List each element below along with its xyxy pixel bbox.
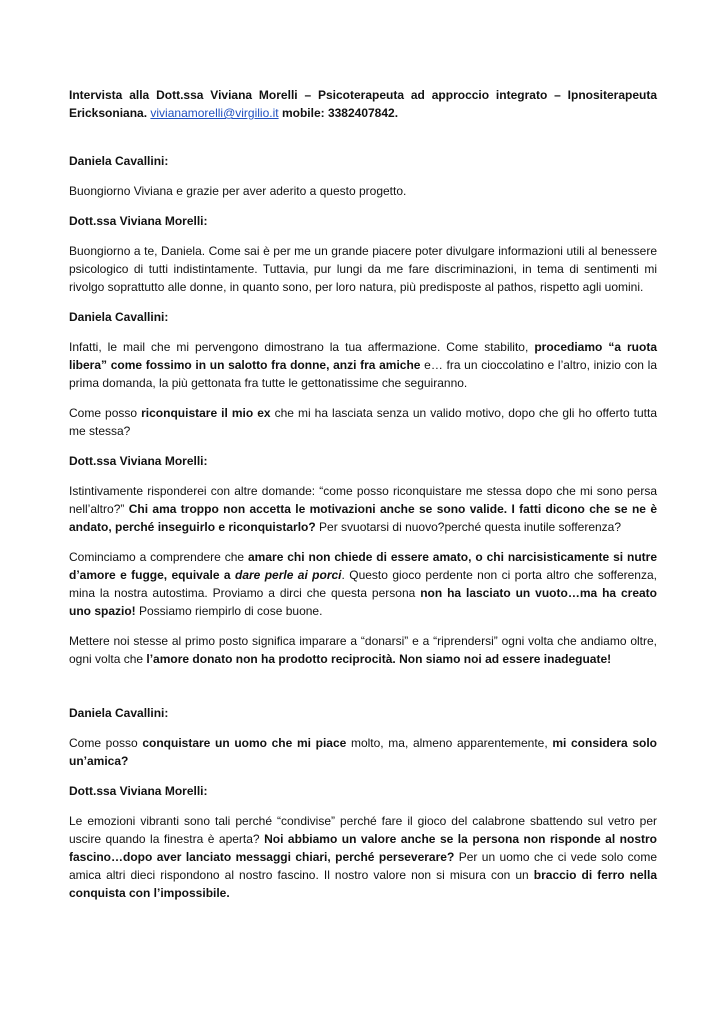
bold-span: braccio di ferro nella conquista con l’impossibile. xyxy=(69,868,657,900)
question-paragraph xyxy=(69,734,657,770)
text-span: Per svuotarsi di nuovo?perché questa inutile sofferenza? xyxy=(315,520,622,534)
answer-paragraph xyxy=(69,548,657,620)
speaker-interviewer: Daniela Cavallini: xyxy=(69,154,169,168)
text-span: che mi ha lasciata senza un valido motivo, dopo che gli ho offerto tutta me stessa? xyxy=(69,406,658,438)
text-span: Possiamo riempirlo di cose buone. xyxy=(135,604,323,618)
bold-span: amare chi non chiede di essere amato, o chi narcisisticamente si nutre d’amore e fugge, equivale a xyxy=(69,550,657,582)
text-span: Istintivamente risponderei con altre domande: “come posso riconquistare me stessa dopo che mi sono persa nell’altro?” xyxy=(69,484,657,516)
text-span: e… fra un cioccolatino e l’altro, inizio con la prima domanda, la più gettonata fra tutte le gettonatissime che seguiranno. xyxy=(69,358,657,390)
spacer xyxy=(69,122,657,152)
bold-span: riconquistare il mio ex xyxy=(141,406,271,420)
bold-span: mi considera solo un’amica? xyxy=(69,736,658,768)
text-span: molto, ma, almeno apparentemente, xyxy=(346,736,553,750)
answer-paragraph xyxy=(69,632,657,668)
question-paragraph: Buongiorno Viviana e grazie per aver aderito a questo progetto. xyxy=(69,184,407,198)
question-paragraph xyxy=(69,338,657,392)
bold-span: Chi ama troppo non accetta le motivazioni anche se sono valide. I fatti dicono che se ne è andato, perché inseguirlo e riconquistarlo? xyxy=(69,502,657,534)
question-paragraph xyxy=(69,404,657,440)
speaker-interviewer: Daniela Cavallini: xyxy=(69,310,169,324)
document-header xyxy=(69,86,657,122)
bold-span: non ha lasciato un vuoto…ma ha creato uno spazio! xyxy=(69,586,657,618)
bold-italic-span: dare perle ai porci xyxy=(234,568,342,582)
speaker-doctor: Dott.ssa Viviana Morelli: xyxy=(69,454,208,468)
spacer xyxy=(69,680,657,704)
text-span: Per un uomo che ci vede solo come amica altri dieci rispondono al nostro fascino. Il nostro valore non si misura con un xyxy=(69,850,657,882)
document-page xyxy=(69,86,657,914)
bold-span: l’amore donato non ha prodotto reciprocità. Non siamo noi ad essere inadeguate! xyxy=(146,652,612,666)
bold-span: procediamo “a ruota libera” come fossimo in un salotto fra donne, anzi fra amiche xyxy=(69,340,657,372)
speaker-doctor: Dott.ssa Viviana Morelli: xyxy=(69,784,208,798)
header-intro: Intervista alla Dott.ssa Viviana Morelli – Psicoterapeuta ad approccio integrato – Ipnositerapeuta Ericksoniana. xyxy=(69,88,657,120)
text-span: Mettere noi stesse al primo posto significa imparare a “donarsi” e a “riprendersi” ogni volta che andiamo oltre, ogni volta che xyxy=(69,634,657,666)
answer-paragraph xyxy=(69,482,657,536)
text-span: Infatti, le mail che mi pervengono dimostrano la tua affermazione. Come stabilito, xyxy=(69,340,535,354)
bold-span: conquistare un uomo che mi piace xyxy=(142,736,347,750)
speaker-interviewer: Daniela Cavallini: xyxy=(69,706,169,720)
answer-paragraph: Buongiorno a te, Daniela. Come sai è per me un grande piacere poter divulgare informazioni utili al benessere psicologico di tutti indistintamente. Tuttavia, pur lungi da me fare discriminazioni, in tema di sentimenti mi rivolgo soprattutto alle donne, in quanto sono, per loro natura, più predisposte al pathos, rispetto agli uomini. xyxy=(69,244,657,294)
text-span: Come posso xyxy=(69,406,142,420)
text-span: Cominciamo a comprendere che xyxy=(69,550,248,564)
text-span: . Questo gioco perdente non ci porta altro che sofferenza, mina la nostra autostima. Proviamo a dirci che questa persona xyxy=(69,568,657,600)
header-mobile: mobile: 3382407842. xyxy=(281,106,399,120)
answer-paragraph xyxy=(69,812,657,902)
email-link[interactable]: vivianamorelli@virgilio.it xyxy=(150,106,279,120)
speaker-doctor: Dott.ssa Viviana Morelli: xyxy=(69,214,208,228)
text-span: Come posso xyxy=(69,736,143,750)
bold-span: Noi abbiamo un valore anche se la persona non risponde al nostro fascino…dopo aver lanciato messaggi chiari, perché perseverare? xyxy=(69,832,657,864)
text-span: Le emozioni vibranti sono tali perché “condivise” perché fare il gioco del calabrone sbattendo sul vetro per uscire quando la finestra è aperta? xyxy=(69,814,657,846)
